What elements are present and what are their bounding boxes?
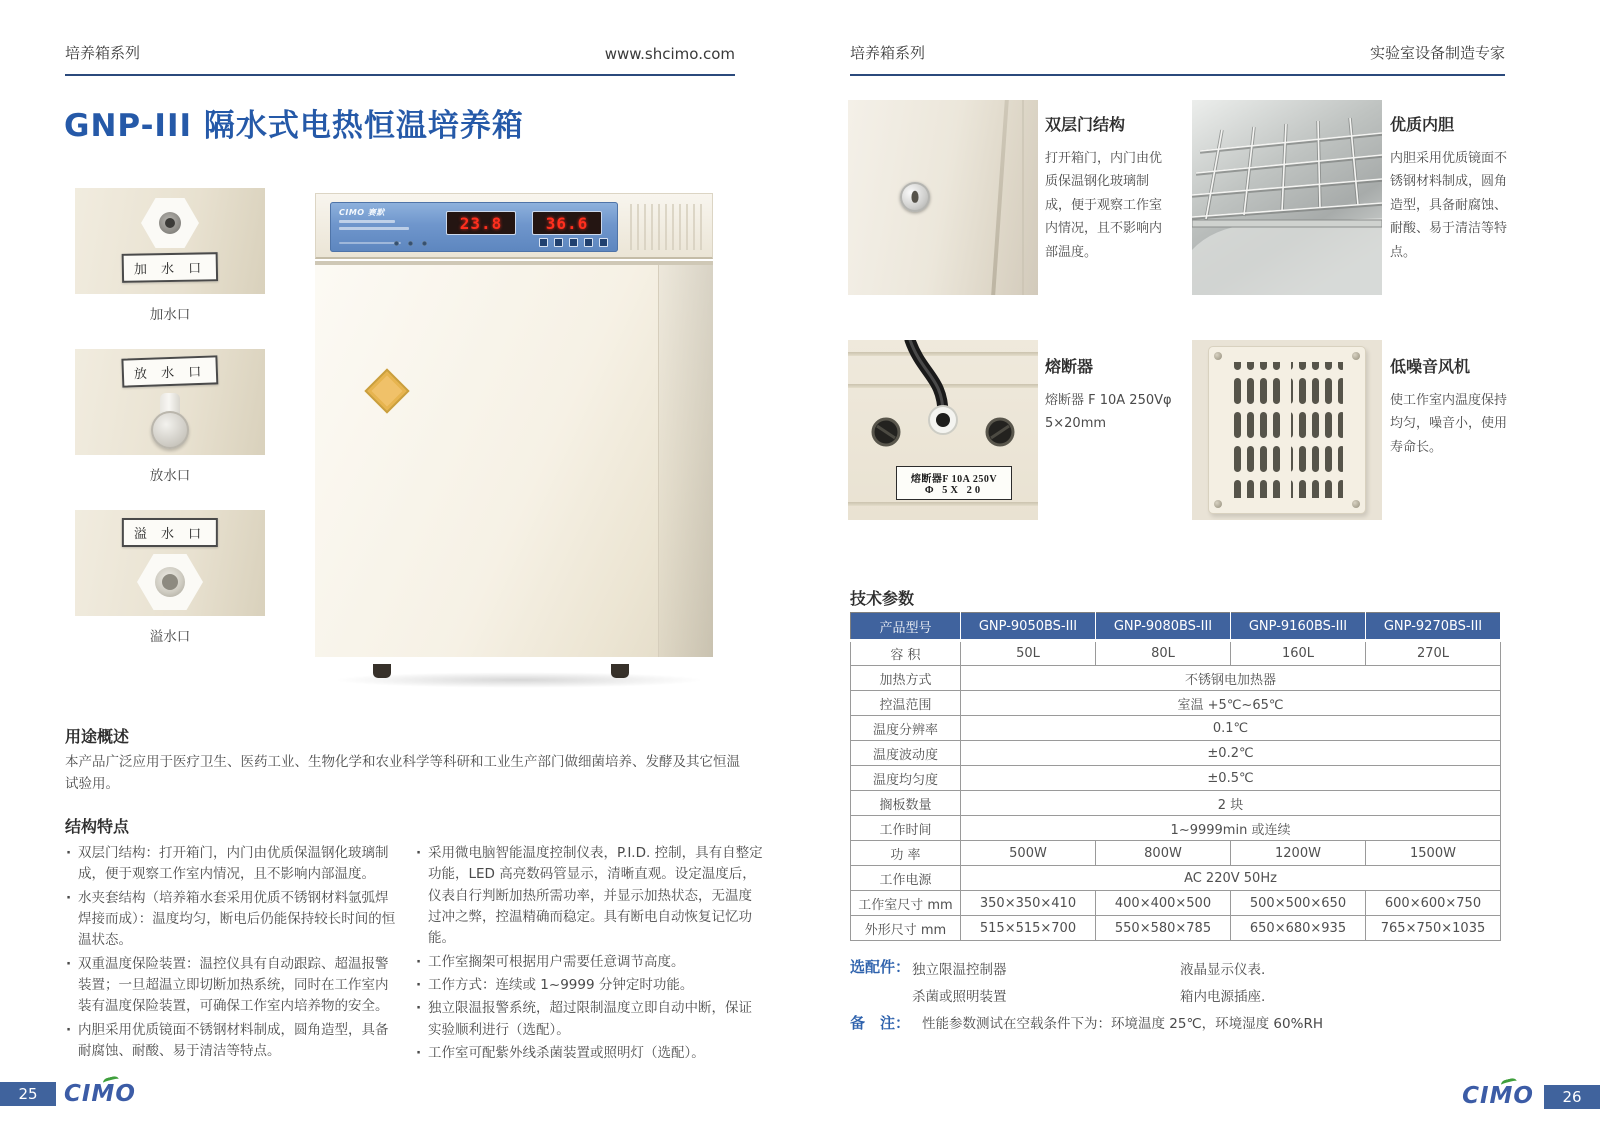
- specs-cell: 160L: [1231, 641, 1366, 666]
- right-page-header: [850, 42, 1505, 76]
- specs-column-header: 产品型号: [851, 613, 961, 641]
- specs-row-label: 工作时间: [851, 816, 961, 841]
- specs-row-label: 功 率: [851, 841, 961, 866]
- series-label: 培养箱系列: [65, 44, 141, 62]
- specs-cell: 515×515×700: [961, 916, 1096, 941]
- specs-row-label: 控温范围: [851, 691, 961, 716]
- temperature-display: 23.8: [446, 211, 516, 235]
- valve-cap-icon: [151, 411, 189, 449]
- indicator-lights: [394, 241, 427, 246]
- specs-row: [851, 816, 1501, 841]
- specs-cell: 350×350×410: [961, 891, 1096, 916]
- photo-shadow: [333, 672, 705, 688]
- specs-cell-span: ±0.2℃: [961, 741, 1501, 766]
- thumbnail-overflow-outlet: [75, 510, 265, 645]
- specs-cell-span: ±0.5℃: [961, 766, 1501, 791]
- door-lock-icon: [900, 182, 930, 212]
- specs-column-header: GNP-9160BS-III: [1231, 613, 1366, 641]
- hex-nut-icon: [141, 198, 199, 248]
- panel-buttons: [539, 238, 608, 247]
- inner-liner-photo: [1192, 100, 1382, 295]
- specs-row: [851, 741, 1501, 766]
- specs-table: [850, 612, 1501, 941]
- page-title: GNP-III 隔水式电热恒温培养箱: [64, 108, 524, 144]
- drain-outlet-photo: [75, 349, 265, 455]
- feature-item: · 工作室可配紫外线杀菌装置或照明灯（选配）。: [415, 1043, 763, 1064]
- specs-cell: 650×680×935: [1231, 916, 1366, 941]
- website-url: www.shcimo.com: [604, 45, 735, 63]
- feature-item: · 独立限温报警系统，超过限制温度立即自动中断，保证实验顺利进行（选配）。: [415, 998, 763, 1041]
- specs-cell: 500×500×650: [1231, 891, 1366, 916]
- page-number-left: 25: [0, 1082, 56, 1106]
- specs-row-label: 温度分辨率: [851, 716, 961, 741]
- thumbnail-caption: 溢水口: [149, 629, 191, 645]
- incubator-product-photo: [303, 183, 733, 688]
- specs-column-header: GNP-9050BS-III: [961, 613, 1096, 641]
- usage-body: 本产品广泛应用于医疗卫生、医药工业、生物化学和农业科学等科研和工业生产部门做细菌培养、发酵及其它恒温试验用。: [65, 754, 740, 792]
- specs-row-label: 温度波动度: [851, 741, 961, 766]
- specs-cell-span: 0.1℃: [961, 716, 1501, 741]
- feature-item: · 双层门结构：打开箱门，内门由优质保温钢化玻璃制成，便于观察工作室内情况，且不影响内部温度。: [65, 843, 397, 886]
- card-title: 低噪音风机: [1390, 357, 1471, 376]
- specs-cell-span: AC 220V 50Hz: [961, 866, 1501, 891]
- specs-cell: 1200W: [1231, 841, 1366, 866]
- features-left-column: [65, 843, 397, 1066]
- overflow-outlet-photo: [75, 510, 265, 616]
- remark-row: [850, 1012, 1510, 1033]
- specs-cell-span: 室温 +5℃~65℃: [961, 691, 1501, 716]
- thumbnail-caption: 加水口: [149, 307, 191, 323]
- page-number-right: 26: [1544, 1085, 1600, 1109]
- fan-grille-icon: [1192, 340, 1382, 520]
- specs-cell-span: 不锈钢电加热器: [961, 666, 1501, 691]
- control-panel: [330, 202, 618, 252]
- options-column-right: [1180, 957, 1265, 1011]
- hex-nut-icon: [137, 554, 203, 610]
- specs-row-label: 温度均匀度: [851, 766, 961, 791]
- fuse-label-plate: [896, 466, 1012, 500]
- card-body: 使工作室内温度保持均匀，噪音小，使用寿命长。: [1390, 393, 1508, 455]
- specs-row-label: 容 积: [851, 641, 961, 666]
- specs-row-label: 加热方式: [851, 666, 961, 691]
- specs-row-label: 搁板数量: [851, 791, 961, 816]
- remark-text: 性能参数测试在空载条件下为：环境温度 25℃，环境湿度 60%RH: [922, 1016, 1323, 1032]
- card-title: 熔断器: [1045, 357, 1094, 376]
- specs-cell: 400×400×500: [1096, 891, 1231, 916]
- specs-row-label: 外形尺寸 mm: [851, 916, 961, 941]
- card-body: 打开箱门，内门由优质保温钢化玻璃制成，便于观察工作室内情况，且不影响内部温度。: [1045, 151, 1163, 260]
- feature-item: · 工作室搁架可根据用户需要任意调节高度。: [415, 952, 763, 973]
- option-item: 液晶显示仪表.: [1180, 962, 1266, 978]
- features-section: [65, 843, 765, 1066]
- wire-shelf-icon: [1192, 100, 1382, 295]
- specs-table-body: [851, 641, 1501, 941]
- slogan-label: 实验室设备制造专家: [1369, 44, 1505, 62]
- fuse-plate-line2: Φ 5X 20: [924, 485, 984, 496]
- feature-item: · 内胆采用优质镜面不锈钢材料制成，圆角造型，具备耐腐蚀、耐酸、易于清洁等特点。: [65, 1020, 397, 1063]
- specs-cell-span: 1~9999min 或连续: [961, 816, 1501, 841]
- specs-cell: 80L: [1096, 641, 1231, 666]
- water-inlet-plate: 加 水 口: [122, 252, 219, 283]
- specs-row: [851, 641, 1501, 666]
- card-fuse: [1045, 354, 1173, 436]
- specs-cell: 765×750×1035: [1366, 916, 1501, 941]
- specs-row: [851, 841, 1501, 866]
- specs-cell: 800W: [1096, 841, 1231, 866]
- thumbnail-drain-outlet: [75, 349, 265, 484]
- card-body: 内胆采用优质镜面不锈钢材料制成，圆角造型，具备耐腐蚀、耐酸、易于清洁等特点。: [1390, 151, 1508, 260]
- drain-outlet-plate: 放 水 口: [121, 355, 218, 387]
- door-structure-photo: [848, 100, 1038, 295]
- usage-heading: 用途概述: [65, 727, 130, 746]
- card-liner: [1390, 112, 1518, 264]
- cimo-logo-text: CIMO: [1462, 1083, 1534, 1109]
- fuse-plate-line1: 熔断器F 10A 250V: [910, 474, 998, 485]
- specs-row-label: 工作电源: [851, 866, 961, 891]
- card-door: [1045, 112, 1173, 264]
- optional-accessories: [850, 954, 1500, 1010]
- feature-item: · 采用微电脑智能温度控制仪表，P.I.D. 控制，具有自整定功能，LED 高亮数码管显示，清晰直观。设定温度后，仪表自行判断加热所需功率，并显示加热状态，无温度过冲之弊，控温精确而稳定。具有断电自动恢复记忆功能。: [415, 843, 763, 950]
- warning-sticker-icon: [364, 368, 409, 413]
- options-label: 选配件：: [850, 958, 911, 976]
- fan-photo: [1192, 340, 1382, 520]
- features-right-column: [415, 843, 763, 1066]
- specs-column-header: GNP-9270BS-III: [1366, 613, 1501, 641]
- specs-cell: 270L: [1366, 641, 1501, 666]
- specs-row: [851, 766, 1501, 791]
- option-item: 独立限温控制器: [912, 962, 1007, 978]
- specs-cell: 600×600×750: [1366, 891, 1501, 916]
- incubator-door: [315, 261, 713, 657]
- thumbnail-column: [75, 188, 265, 671]
- card-body: 熔断器 F 10A 250Vφ 5×20mm: [1045, 393, 1172, 432]
- specs-row: [851, 716, 1501, 741]
- cimo-logo: [1462, 1084, 1534, 1108]
- vent-slots-icon: [630, 204, 702, 250]
- series-label: 培养箱系列: [850, 44, 926, 62]
- cimo-logo: [64, 1082, 136, 1106]
- features-heading: 结构特点: [65, 817, 130, 836]
- feature-item: · 双重温度保险装置：温控仪具有自动跟踪、超温报警装置；一旦超温立即切断加热系统，同时在工作室内装有温度保险装置，可确保工作室内培养物的安全。: [65, 954, 397, 1018]
- setpoint-display: 36.6: [532, 211, 602, 235]
- cimo-logo-text: CIMO: [64, 1081, 136, 1107]
- option-item: 箱内电源插座.: [1180, 989, 1266, 1005]
- incubator-lid: [315, 193, 713, 259]
- water-inlet-photo: [75, 188, 265, 294]
- specs-row: [851, 866, 1501, 891]
- thumbnail-water-inlet: [75, 188, 265, 323]
- option-item: 杀菌或照明装置: [912, 989, 1007, 1005]
- specs-row-label: 工作室尺寸 mm: [851, 891, 961, 916]
- remark-label: 备 注：: [850, 1014, 911, 1032]
- specs-row: [851, 666, 1501, 691]
- specs-column-header: GNP-9080BS-III: [1096, 613, 1231, 641]
- feature-item: · 水夹套结构（培养箱水套采用优质不锈钢材料氩弧焊焊接而成）：温度均匀，断电后仍能保持较长时间的恒温状态。: [65, 888, 397, 952]
- specs-row: [851, 791, 1501, 816]
- feature-item: · 工作方式：连续或 1~9999 分钟定时功能。: [415, 975, 763, 996]
- specs-heading: 技术参数: [850, 589, 915, 608]
- specs-row: [851, 691, 1501, 716]
- specs-table-header-row: [851, 613, 1501, 641]
- thumbnail-caption: 放水口: [149, 468, 191, 484]
- specs-cell: 500W: [961, 841, 1096, 866]
- specs-cell: 50L: [961, 641, 1096, 666]
- specs-row: [851, 891, 1501, 916]
- left-page-header: [65, 42, 735, 76]
- fuse-photo: [848, 340, 1038, 520]
- specs-row: [851, 916, 1501, 941]
- panel-brand-label: CIMO 赛默: [339, 208, 385, 217]
- specs-cell: 1500W: [1366, 841, 1501, 866]
- overflow-outlet-plate: 溢 水 口: [122, 518, 218, 547]
- card-fan: [1390, 354, 1518, 459]
- options-column-left: [912, 957, 1007, 1011]
- specs-cell-span: 2 块: [961, 791, 1501, 816]
- card-title: 优质内胆: [1390, 115, 1455, 134]
- specs-cell: 550×580×785: [1096, 916, 1231, 941]
- card-title: 双层门结构: [1045, 115, 1126, 134]
